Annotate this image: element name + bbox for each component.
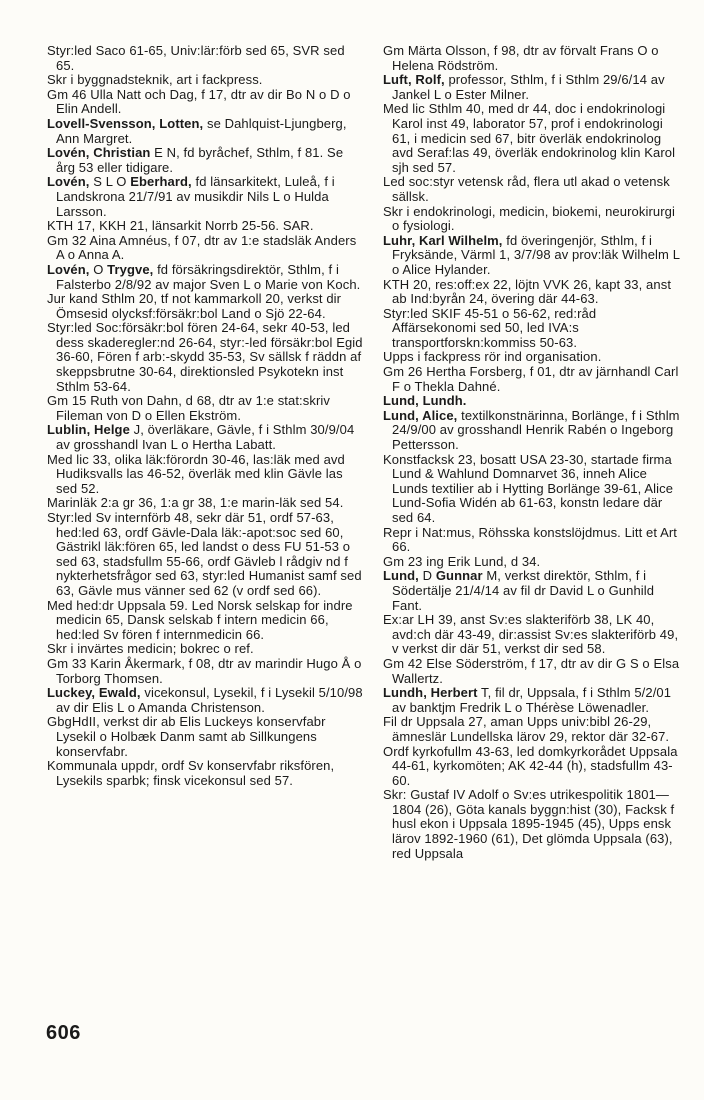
- entry-text: Gm 23 ing Erik Lund, d 34.: [383, 553, 541, 569]
- entry-text: Kommunala uppdr, ordf Sv konservfabr riksfören, Lysekils sparbk; finsk vicekonsul sed 57.: [47, 758, 335, 788]
- entry-text: Skr i endokrinologi, medicin, biokemi, neurokirurgi o fysiologi.: [383, 203, 675, 234]
- entry-text: Med hed:dr Uppsala 59. Led Norsk selskap for indre medicin 65, Dansk selskab f intern medicin 66, hed:led Sv fören f internmedicin 66.: [47, 597, 353, 642]
- entry-text: Styr:led Soc:försäkr:bol fören 24-64, sekr 40-53, led dess skaderegler:nd 26-64, styr:-led försäkr:bol Egid 36-60, Fören f arb:-skydd 35-53, Sv sällsk f räddn af skeppsbrutne 30-64, direktionsled Psykotekn inst Sthlm 53-64.: [47, 320, 363, 394]
- entry-text: Jur kand Sthlm 20, tf not kammarkoll 20, verkst dir Ömsesid olycksf:försäkr:bol Land o Sjö 22-64.: [47, 291, 342, 321]
- page-number: 606: [46, 1022, 81, 1044]
- entry-loven-eberhard: Lovén, S L O Eberhard, fd länsarkitekt, Luleå, f i Landskrona 21/7/91 av musikdir Nils L o Hulda Larsson.: [47, 174, 335, 219]
- entry-text: Gm 46 Ulla Natt och Dag, f 17, dtr av dir Bo N o D o Elin Andell.: [47, 86, 351, 117]
- entry-text: Marinläk 2:a gr 36, 1:a gr 38, 1:e marin-läk sed 54.: [47, 495, 344, 511]
- entry-text: Ex:ar LH 39, anst Sv:es slakteriförb 38, LK 40, avd:ch där 43-49, dir:assist Sv:es slakteriförb 49, v verkst dir där 51, verkst dir sed 58.: [383, 612, 679, 657]
- entry-text: Skr i invärtes medicin; bokrec o ref.: [47, 641, 254, 657]
- entry-text: Gm 32 Aina Amnéus, f 07, dtr av 1:e stadsläk Anders A o Anna A.: [47, 232, 357, 263]
- entry-text: Fil dr Uppsala 27, aman Upps univ:bibl 26-29, ämneslär Lundellska lärov 29, rektor där 32-67.: [383, 714, 670, 744]
- entry-text: Styr:led Sv internförb 48, sekr där 51, ordf 57-63, hed:led 63, ordf Gävle-Dala läk:-apot:soc sed 60, Gästrikl läk:fören 65, led landst o dess FU 51-53 o sed 63, stadsfullm 55-66, ordf Gävleb l rådgiv nd f nykterhetsfrågor sed 63, styr:led Humanist samf sed 63, Gävle mus vänner sed 62 (v ordf sed 66).: [47, 510, 362, 598]
- entry-luhr-karl-wilhelm: Luhr, Karl Wilhelm, fd överingenjör, Sthlm, f i Fryksände, Värml 1, 3/7/98 av prov:läk Wilhelm L o Alice Hylander.: [383, 232, 680, 277]
- entry-text: Styr:led Saco 61-65, Univ:lär:förb sed 65, SVR sed 65.: [47, 43, 345, 73]
- entry-text: Ordf kyrkofullm 43-63, led domkyrkorådet Uppsala 44-61, kyrkomöten; AK 42-44 (h), stadsfullm 43-60.: [383, 743, 678, 788]
- entry-text: Gm 26 Hertha Forsberg, f 01, dtr av järnhandl Carl F o Thekla Dahné.: [383, 364, 679, 394]
- entry-lund-lundh: Lund, Lundh.: [383, 393, 467, 409]
- entry-lund-alice: Lund, Alice, textilkonstnärinna, Borlänge, f i Sthlm 24/9/00 av grosshandl Henrik Rabén o Ingeborg Pettersson.: [383, 407, 680, 453]
- entry-luckey-ewald: Luckey, Ewald, vicekonsul, Lysekil, f i Lysekil 5/10/98 av dir Elis L o Amanda Christenson.: [47, 685, 363, 715]
- entry-text: Gm 42 Else Söderström, f 17, dtr av dir G S o Elsa Wallertz.: [383, 655, 680, 686]
- right-column: [383, 44, 681, 861]
- entry-text: Konstfacksk 23, bosatt USA 23-30, startade firma Lund & Wahlund Domnarvet 36, inneh Alice Lunds textilier ab i Hytting Borlänge 39-61, Alice Lund-Sofia Widén ab 61-63, konstn ledare där sed 64.: [383, 451, 674, 525]
- entry-text: KTH 20, res:off:ex 22, löjtn VVK 26, kapt 33, anst ab Ind:byrån 24, övering där 44-63.: [383, 276, 672, 307]
- entry-luft-rolf: Luft, Rolf, professor, Sthlm, f i Sthlm 29/6/14 av Jankel L o Ester Milner.: [383, 72, 665, 102]
- entry-loven-trygve: Lovén, O Trygve, fd försäkringsdirektör, Sthlm, f i Falsterbo 2/8/92 av major Sven L o Marie von Koch.: [47, 261, 361, 292]
- entry-lund-gunnar: Lund, D Gunnar M, verkst direktör, Sthlm, f i Södertälje 21/4/14 av fil dr David L o Gunhild Fant.: [383, 568, 655, 613]
- entry-text: Med lic 33, olika läk:förordn 30-46, las:läk med avd Hudiksvalls las 46-52, överläk med klin Gävle las sed 52.: [47, 451, 345, 496]
- entry-text: Gm 33 Karin Åkermark, f 08, dtr av marindir Hugo Å o Torborg Thomsen.: [47, 655, 362, 686]
- entry-text: Gm 15 Ruth von Dahn, d 68, dtr av 1:e stat:skriv Fileman von D o Ellen Ekström.: [47, 393, 330, 423]
- entry-lovell-svensson: Lovell-Svensson, Lotten, se Dahlquist-Ljungberg, Ann Margret.: [47, 115, 347, 146]
- entry-text: Repr i Nat:mus, Röhsska konstslöjdmus. Litt et Art 66.: [383, 524, 677, 555]
- entry-text: Skr: Gustaf IV Adolf o Sv:es utrikespolitik 1801—1804 (26), Göta kanals byggn:hist (30), Facksk f husl ekon i Uppsala 1895-1945 (45), Upps ensk lärov 1892-1960 (61), Det glömda Uppsala (63), red Uppsala: [383, 787, 675, 861]
- entry-text: KTH 17, KKH 21, länsarkit Norrb 25-56. SAR.: [47, 218, 314, 234]
- entry-loven-christian: Lovén, Christian E N, fd byråchef, Sthlm, f 81. Se årg 53 eller tidigare.: [47, 145, 344, 175]
- entry-lundh-herbert: Lundh, Herbert T, fil dr, Uppsala, f i Sthlm 5/2/01 av banktjm Fredrik L o Thérèse Löwenadler.: [383, 685, 672, 715]
- entry-text: GbgHdII, verkst dir ab Elis Luckeys konservfabr Lysekil o Holbæk Danm samt ab Sillkungens konservfabr.: [47, 714, 326, 759]
- entry-text: Med lic Sthlm 40, med dr 44, doc i endokrinologi Karol inst 49, laborator 57, prof i endokrinologi 61, i medicin sed 67, bitr överläk endokrinolog avd Seraf:las 49, överläk endokrinolog klin Karol sjh sed 57.: [383, 101, 676, 175]
- entry-text: Led soc:styr vetensk råd, flera utl akad o vetensk sällsk.: [383, 174, 670, 204]
- entry-text: Upps i fackpress rör ind organisation.: [383, 349, 602, 365]
- entry-lublin-helge: Lublin, Helge J, överläkare, Gävle, f i Sthlm 30/9/04 av grosshandl Ivan L o Hertha Labatt.: [47, 422, 355, 453]
- entry-text: Styr:led SKIF 45-51 o 56-62, red:råd Affärsekonomi sed 50, led IVA:s transportforskn:kommiss 50-63.: [383, 305, 597, 350]
- entry-text: Skr i byggnadsteknik, art i fackpress.: [47, 72, 263, 88]
- entry-text: Gm Märta Olsson, f 98, dtr av förvalt Frans O o Helena Rödström.: [383, 43, 659, 73]
- left-column: [47, 44, 365, 788]
